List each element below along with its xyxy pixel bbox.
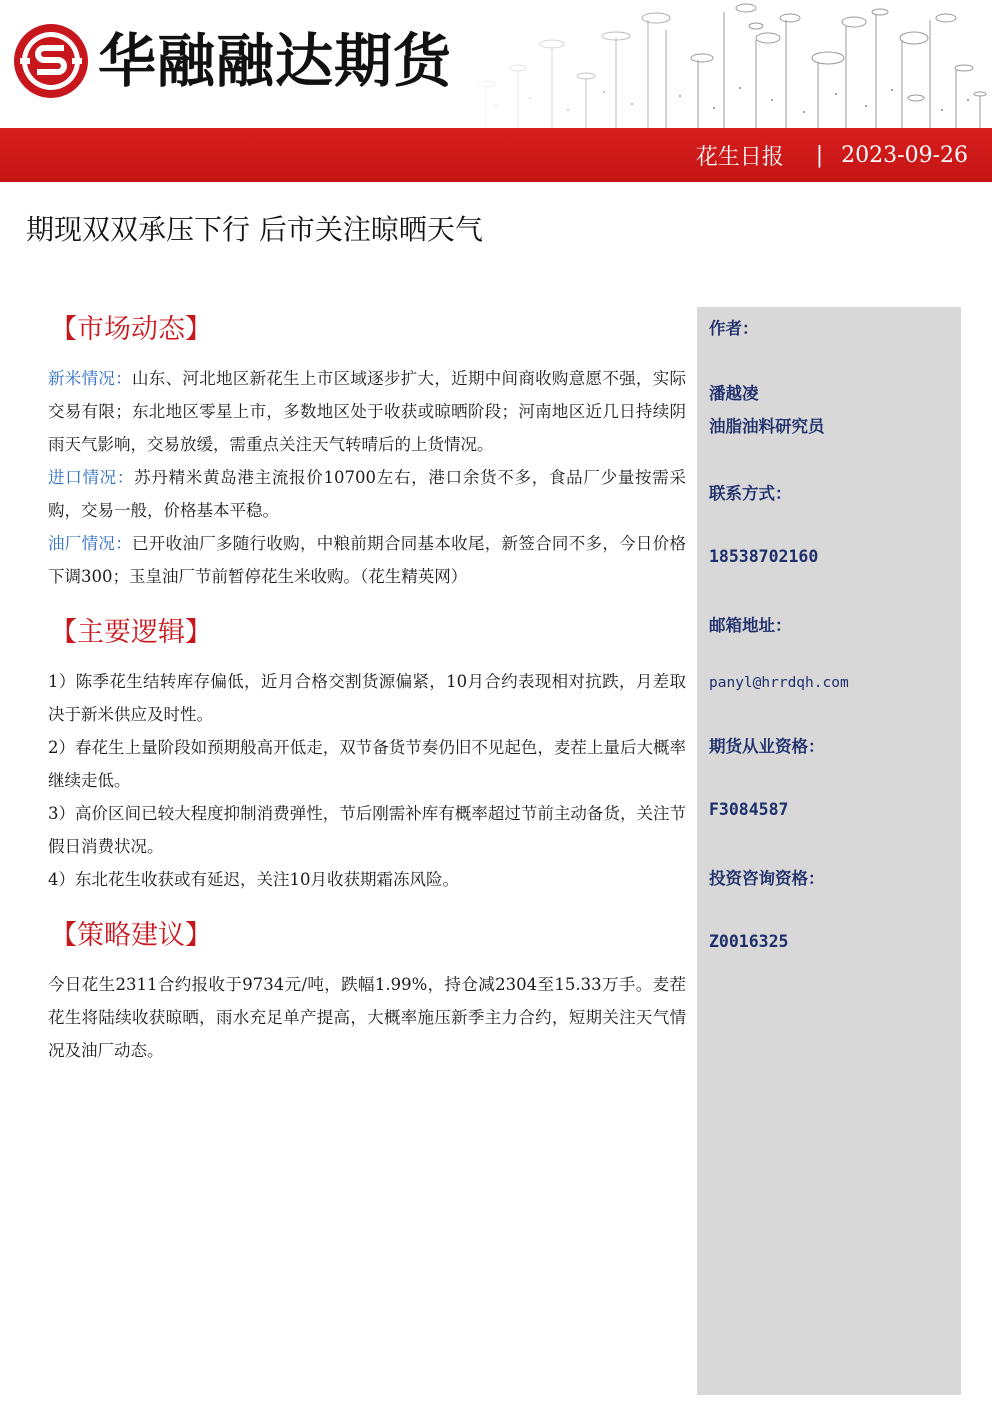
market-item — [48, 461, 686, 527]
logic-item: 1）陈季花生结转库存偏低，近月合格交割货源偏紧，10月合约表现相对抗跌，月差取决于新米供应及时性。 — [48, 672, 686, 724]
market-item-label: 油厂情况： — [48, 534, 132, 553]
page-title: 期现双双承压下行 后市关注晾晒天气 — [26, 213, 483, 246]
report-date: 2023-09-26 — [841, 142, 968, 168]
header-decoration — [456, 0, 992, 128]
market-item-text: 苏丹精米黄岛港主流报价10700左右，港口余货不多，食品厂少量按需采购，交易一般，价格基本平稳。 — [48, 468, 686, 520]
logic-item: 3）高价区间已较大程度抑制消费弹性，节后刚需补库有概率超过节前主动备货，关注节假日消费状况。 — [48, 804, 686, 856]
section-heading-logic: 【主要逻辑】 — [50, 617, 212, 648]
author-name: 潘越凌 — [709, 384, 759, 403]
main-content — [48, 310, 686, 1067]
logic-item: 4）东北花生收获或有延迟，关注10月收获期霜冻风险。 — [48, 870, 459, 889]
futures-qualification-label: 期货从业资格： — [709, 737, 825, 756]
market-item — [48, 362, 686, 461]
section-heading-strategy: 【策略建议】 — [50, 920, 212, 951]
report-separator: | — [815, 142, 824, 168]
report-type: 花生日报 — [695, 144, 784, 170]
report-info — [696, 128, 968, 182]
market-item-text: 山东、河北地区新花生上市区域逐步扩大，近期中间商收购意愿不强，实际交易有限；东北地区零星上市，多数地区处于收获或晾晒阶段；河南地区近几日持续阴雨天气影响，交易放缓，需重点关注天气转晴后的上货情况。 — [48, 369, 687, 454]
logic-item: 2）春花生上量阶段如预期般高开低走，双节备货节奏仍旧不见起色，麦茬上量后大概率继续走低。 — [48, 738, 686, 790]
market-item-text: 已开收油厂多随行收购，中粮前期合同基本收尾，新签合同不多，今日价格下调300；玉皇油厂节前暂停花生米收购。（花生精英网） — [48, 534, 687, 586]
market-item-label: 进口情况： — [48, 468, 135, 487]
contact-label: 联系方式： — [709, 484, 792, 503]
market-item-label: 新米情况： — [48, 369, 132, 388]
author-label: 作者： — [709, 319, 759, 338]
strategy-text: 今日花生2311合约报收于9734元/吨，跌幅1.99%，持仓减2304至15.33万手。麦茬花生将陆续收获晾晒，雨水充足单产提高，大概率施压新季主力合约，短期关注天气情况及油厂动态。 — [48, 975, 686, 1060]
huarong-logo-icon — [12, 22, 90, 100]
author-title: 油脂油料研究员 — [709, 417, 825, 436]
email-label: 邮箱地址： — [709, 616, 792, 635]
phone-number: 18538702160 — [709, 547, 819, 566]
advisory-qualification-number: Z0016325 — [709, 932, 789, 951]
section-heading-market: 【市场动态】 — [50, 314, 212, 345]
brand-name: 华融融达期货 — [98, 27, 453, 95]
market-item — [48, 527, 686, 593]
futures-qualification-number: F3084587 — [709, 800, 789, 819]
advisory-qualification-label: 投资咨询资格： — [709, 869, 825, 888]
email-address[interactable]: panyl@hrrdqh.com — [709, 675, 849, 691]
author-sidebar — [697, 307, 961, 1395]
